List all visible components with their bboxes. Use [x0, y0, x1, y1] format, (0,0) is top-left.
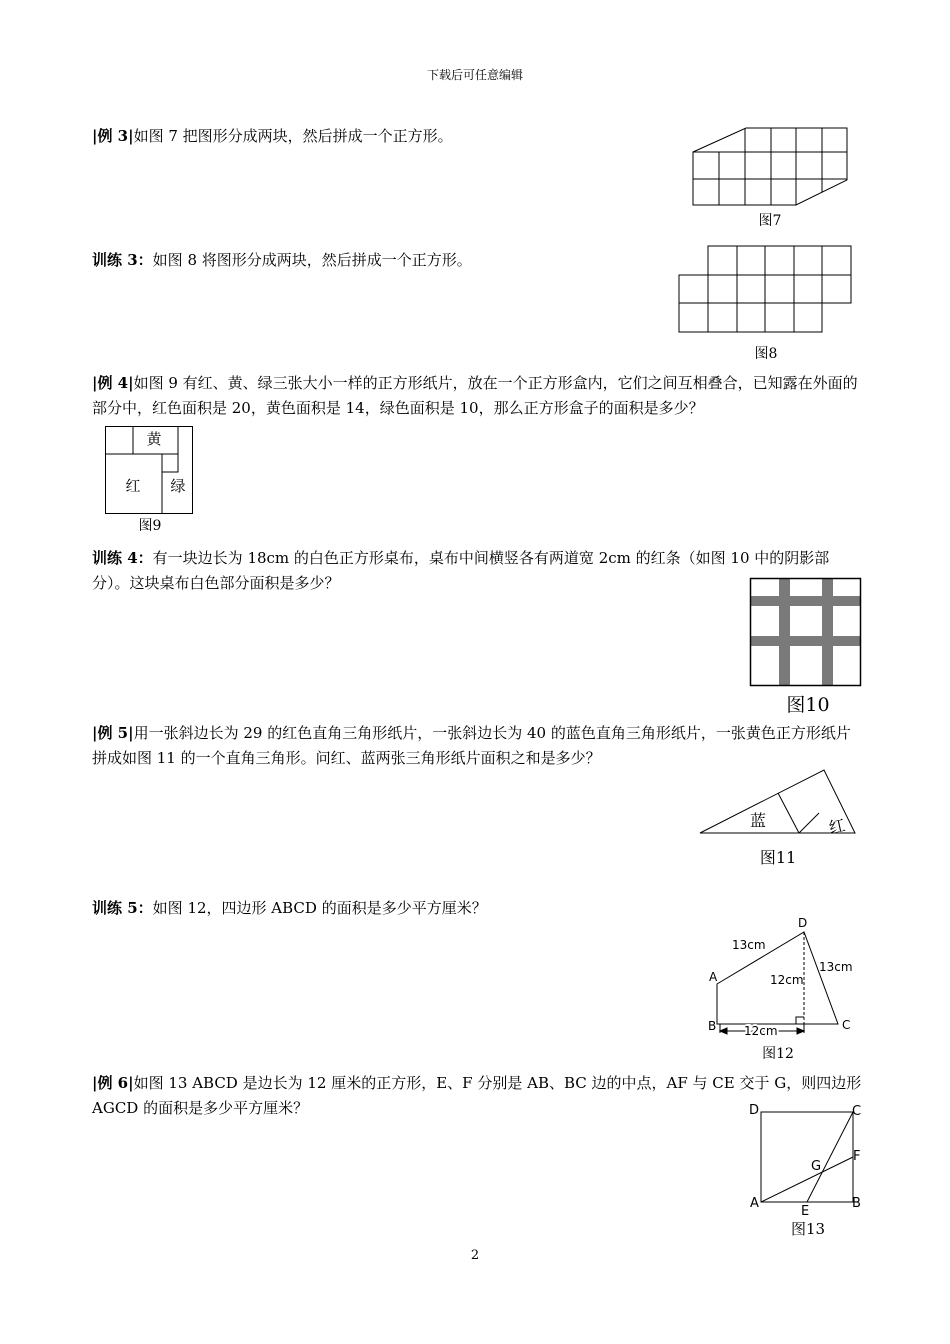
fig13-square	[761, 1112, 853, 1202]
fig7-outline	[693, 128, 847, 205]
fig13-line-AF	[761, 1157, 853, 1202]
fig11-label-red: 红	[827, 815, 847, 838]
fig10-caption: 图10	[786, 694, 830, 716]
problem-label: |例 5|	[92, 724, 134, 742]
problem-practice-4	[92, 546, 862, 596]
figure-7	[690, 126, 860, 210]
fig10-outline	[751, 579, 861, 686]
figure-13	[745, 1100, 865, 1216]
fig13-label-E: E	[801, 1204, 810, 1216]
fig11-caption: 图11	[759, 848, 797, 867]
problem-label: |例 4|	[92, 374, 134, 392]
figure-9	[104, 425, 196, 517]
problem-text: 如图 12，四边形 ABCD 的面积是多少平方厘米？	[152, 899, 487, 917]
fig12-label-height: 12cm	[770, 973, 804, 987]
figure-10	[749, 577, 863, 689]
fig13-label-F: F	[853, 1149, 861, 1164]
problem-label: |例 3|	[92, 127, 134, 145]
problem-label: 训练 5：	[92, 899, 153, 917]
fig13-label-A: A	[750, 1196, 759, 1211]
fig9-caption: 图9	[138, 518, 162, 534]
fig9-label-green: 绿	[170, 477, 186, 495]
fig12-label-D: D	[798, 916, 808, 930]
figure-11	[696, 766, 860, 838]
fig10-stripe	[750, 596, 861, 606]
fig12-label-dc: 13cm	[819, 960, 853, 974]
problem-label: 训练 3：	[92, 251, 153, 269]
figure-8	[676, 244, 856, 336]
problem-text: 用一张斜边长为 29 的红色直角三角形纸片，一张斜边长为 40 的蓝色直角三角形纸片，一张黄色正方形纸片拼成如图 11 的一个直角三角形。问红、蓝两张三角形纸片面积之和是多少？	[92, 724, 851, 767]
problem-example-4	[92, 371, 862, 421]
fig12-caption: 图12	[762, 1046, 794, 1062]
fig12-label-B: B	[708, 1019, 717, 1033]
problem-text: 如图 9 有红、黄、绿三张大小一样的正方形纸片，放在一个正方形盒内，它们之间互相叠合，已知露在外面的部分中，红色面积是 20，黄色面积是 14，绿色面积是 10，那么正方形盒子的面积是多少？	[92, 374, 858, 417]
fig13-label-D: D	[749, 1103, 760, 1118]
fig10-stripe	[779, 578, 790, 686]
problem-label: 训练 4：	[92, 549, 153, 567]
fig8-caption: 图8	[754, 346, 778, 362]
problem-text: 如图 13 ABCD 是边长为 12 厘米的正方形，E、F 分别是 AB、BC 边的中点，AF 与 CE 交于 G，则四边形 AGCD 的面积是多少平方厘米？	[92, 1074, 862, 1117]
problem-text: 如图 7 把图形分成两块，然后拼成一个正方形。	[133, 127, 453, 145]
page-number: 2	[470, 1248, 480, 1263]
figure-12	[700, 912, 860, 1042]
fig13-caption: 图13	[790, 1220, 826, 1238]
fig12-label-C: C	[842, 1018, 851, 1032]
fig13-label-C: C	[852, 1104, 862, 1119]
problem-example-5	[92, 721, 862, 771]
page-header: 下载后可任意编辑	[426, 68, 523, 82]
fig12-label-A: A	[709, 970, 718, 984]
fig9-label-yellow: 黄	[146, 430, 162, 448]
fig9-label-red: 红	[125, 477, 141, 495]
fig11-label-blue: 蓝	[749, 811, 767, 830]
fig13-label-G: G	[811, 1159, 822, 1174]
fig10-stripe	[750, 636, 861, 646]
problem-label: |例 6|	[92, 1074, 134, 1092]
problem-text: 如图 8 将图形分成两块，然后拼成一个正方形。	[152, 251, 472, 269]
fig13-line-CE	[807, 1112, 853, 1202]
fig7-caption: 图7	[758, 213, 782, 229]
fig13-label-B: B	[852, 1196, 861, 1211]
fig12-label-ad: 13cm	[732, 938, 766, 952]
fig12-label-bottom: 12cm	[744, 1024, 778, 1038]
fig10-stripe	[822, 578, 833, 686]
problem-text: 有一块边长为 18cm 的白色正方形桌布，桌布中间横竖各有两道宽 2cm 的红条（如图 10 中的阴影部分）。这块桌布白色部分面积是多少？	[92, 549, 830, 592]
